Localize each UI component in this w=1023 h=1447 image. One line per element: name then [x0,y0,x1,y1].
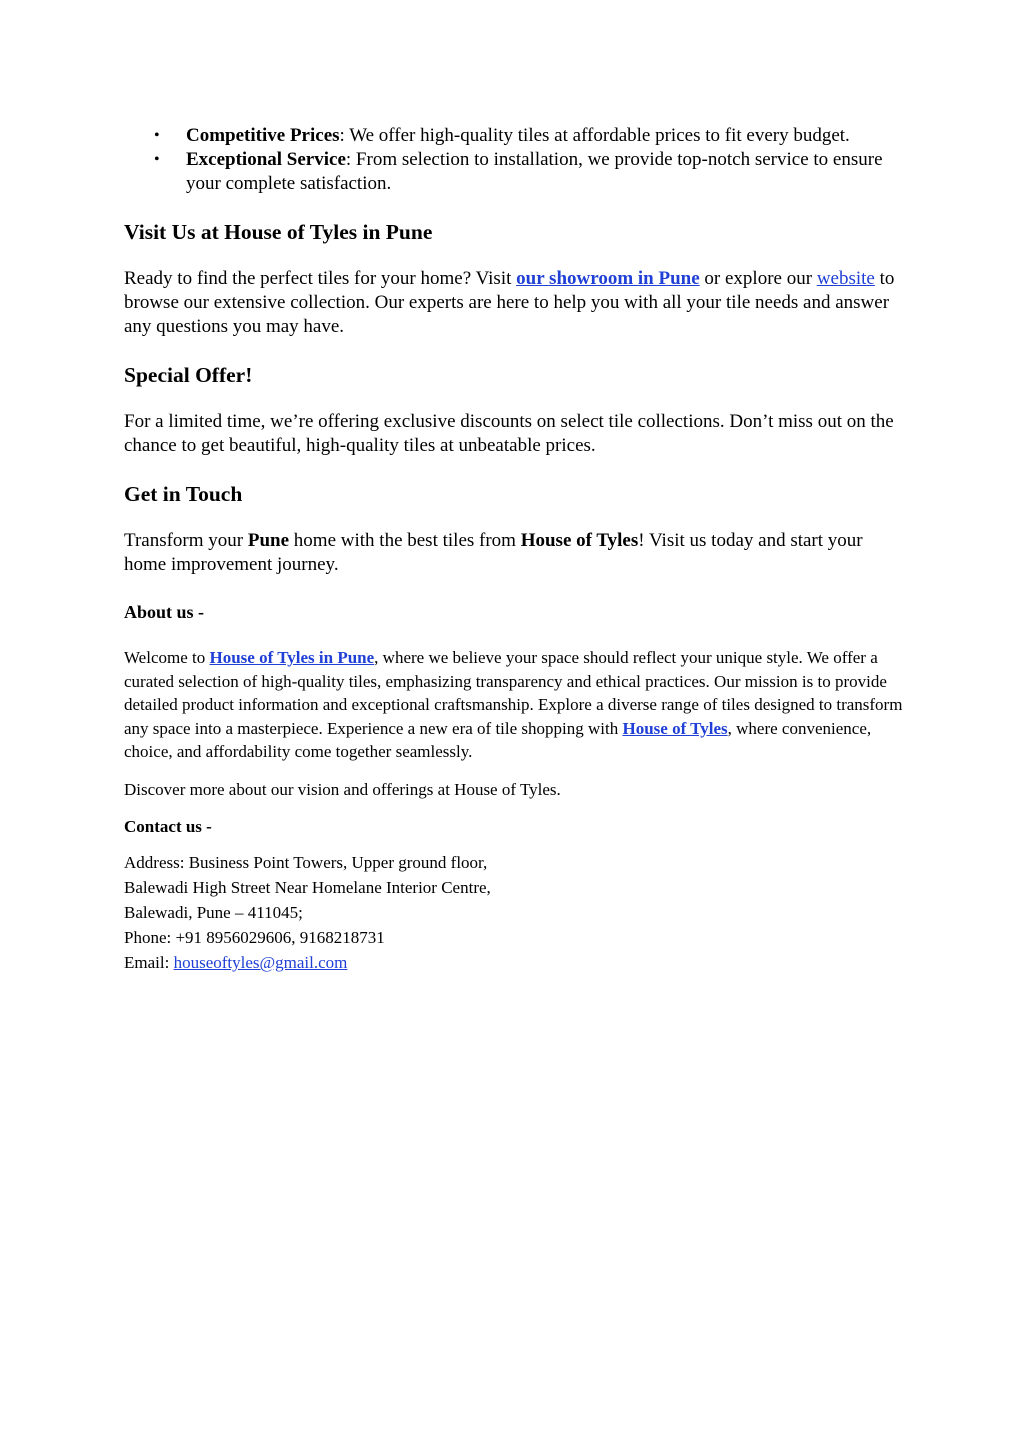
about-paragraph [124,646,904,764]
contact-block [124,850,904,975]
visit-text: Ready to find the perfect tiles for your home? Visit [124,268,517,289]
about-text: , where we believe your space should reflect your unique style. We offer a curated selection of high-quality tiles, emphasizing transparency and ethical practices. Our mission is to provide detailed product information and exceptional craftsmanship. Explore a diverse range of tiles designed to transform any space into a masterpiece. Experience a new era of tile shopping with [124,648,903,738]
list-item-text: : We offer high-quality tiles at affordable prices to fit every budget. [339,125,850,146]
feature-list [124,124,904,196]
showroom-link[interactable]: our showroom in Pune [516,268,700,289]
touch-bold-text: Pune [247,530,290,551]
touch-paragraph [124,529,904,577]
list-item [124,148,904,196]
email-link[interactable]: houseoftyles@gmail.com [173,953,348,972]
offer-heading: Special Offer! [124,363,253,387]
house-of-tyles-pune-link[interactable]: House of Tyles in Pune [209,648,375,667]
website-link[interactable]: website [816,268,875,289]
touch-text: home with the best tiles from [289,530,521,551]
email-line [124,950,904,975]
visit-paragraph [124,267,904,339]
contact-heading: Contact us - [124,817,212,836]
visit-heading: Visit Us at House of Tyles in Pune [124,220,433,244]
address-line: Address: Business Point Towers, Upper ground floor, [124,853,488,872]
touch-heading: Get in Touch [124,482,243,506]
list-item-title: Exceptional Service [186,149,346,170]
phone-line: Phone: +91 8956029606, 9168218731 [124,928,385,947]
about-text: , where convenience, choice, and affordability come together seamlessly. [124,718,872,761]
discover-paragraph: Discover more about our vision and offerings at House of Tyles. [124,779,561,799]
list-item-title: Competitive Prices [186,125,340,146]
offer-paragraph: For a limited time, we’re offering exclusive discounts on select tile collections. Don’t miss out on the chance to get beautiful, high-quality tiles at unbeatable prices. [124,411,894,456]
house-of-tyles-link[interactable]: House of Tyles [622,718,728,738]
list-item [124,124,904,148]
touch-text: ! Visit us today and start your home improvement journey. [124,530,863,575]
email-label: Email: [124,953,174,972]
visit-text: or explore our [699,268,817,289]
touch-text: Transform your [124,530,248,551]
address-line: Balewadi, Pune – 411045; [124,903,303,922]
touch-bold-text: House of Tyles [520,530,639,551]
bullet-icon: • [154,151,160,168]
about-text: Welcome to [124,648,210,667]
bullet-icon: • [154,127,160,144]
address-line: Balewadi High Street Near Homelane Interior Centre, [124,878,491,897]
list-item-text: : From selection to installation, we provide top-notch service to ensure your complete satisfaction. [186,149,883,194]
visit-text: to browse our extensive collection. Our experts are here to help you with all your tile needs and answer any questions you may have. [124,268,895,337]
about-heading: About us - [124,602,205,622]
document-page [124,124,904,975]
